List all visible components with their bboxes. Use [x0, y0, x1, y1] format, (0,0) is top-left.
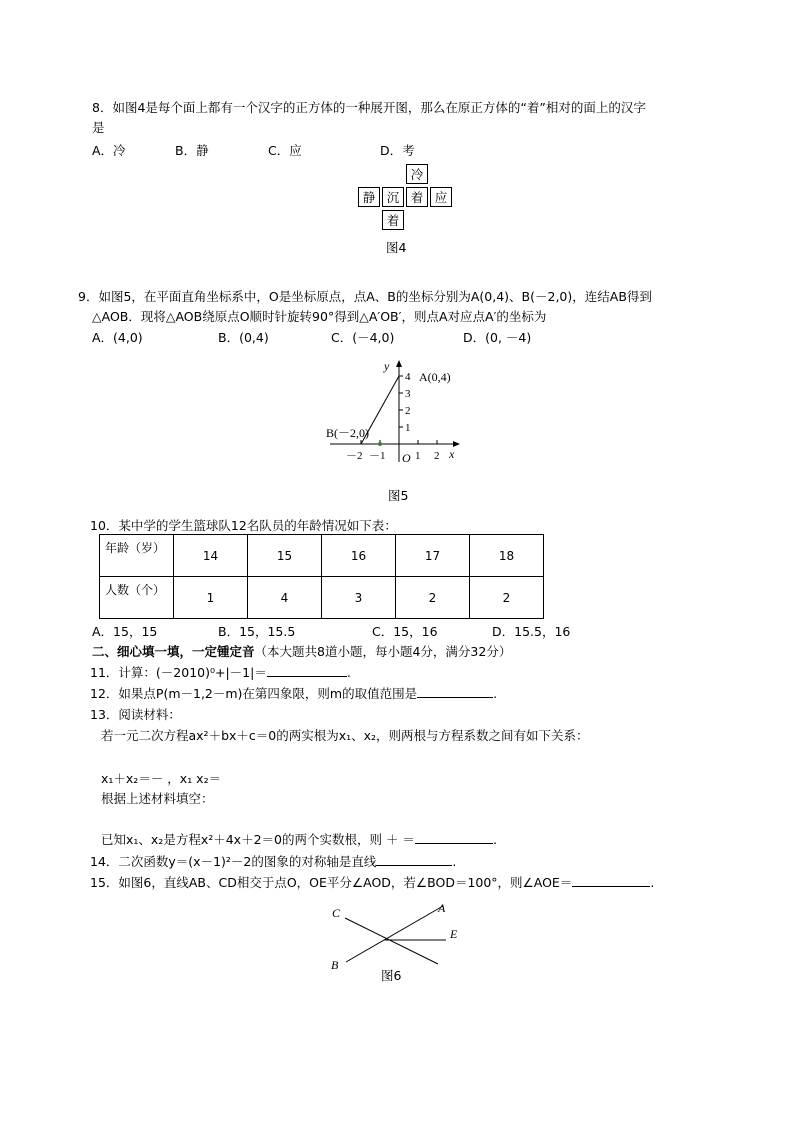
y-tick-label: 2	[405, 405, 411, 417]
q9-option-b: B．(0,4)	[218, 330, 269, 345]
q14-answer-blank[interactable]	[376, 853, 452, 866]
q8-stem-line1: 8．如图4是每个面上都有一个汉字的正方体的一种展开图，那么在原正方体的“着”相对的面上的汉字	[92, 100, 646, 115]
q13-end: .	[492, 832, 497, 847]
net-cell: 着	[406, 187, 428, 207]
table-row	[100, 577, 544, 619]
table-cell: 18	[470, 535, 544, 577]
q14-end: .	[452, 854, 457, 869]
label-c: C	[332, 906, 341, 920]
x-tick-label: －1	[369, 450, 386, 462]
q12-answer-blank[interactable]	[417, 685, 493, 698]
section2-title: 二、细心填一填，一定锺定音	[92, 644, 255, 659]
table-cell: 15	[248, 535, 322, 577]
q9-stem-line2: △AOB．现将△AOB绕原点O顺时针旋转90°得到△A′OB′，则点A对应点A′的坐标为	[92, 309, 547, 324]
table-cell: 2	[396, 577, 470, 619]
q10-option-b: B．15，15.5	[218, 624, 296, 639]
table-row	[100, 535, 544, 577]
x-axis-label: x	[449, 447, 455, 461]
q8-option-c: C．应	[268, 143, 302, 158]
q11-end: .	[346, 665, 351, 680]
q12-text: 12．如果点P(m－1,2－m)在第四象限，则m的取值范围是	[90, 686, 418, 701]
q13-material-line3: 根据上述材料填空：	[101, 791, 214, 806]
figure4-caption: 图4	[386, 240, 407, 255]
q14-text: 14．二次函数y＝(x－1)²－2的图象的对称轴是直线	[90, 854, 377, 869]
label-b: B	[331, 958, 339, 972]
q10-option-c: C．15，16	[372, 624, 438, 639]
x-tick-label: 2	[434, 450, 440, 462]
table-cell: 17	[396, 535, 470, 577]
q13-question-text: 已知x₁、x₂是方程x²＋4x＋2＝0的两个实数根，则 ＋ ＝	[101, 832, 415, 847]
origin-label: O	[402, 451, 411, 465]
table-cell: 2	[470, 577, 544, 619]
x-tick-label: 1	[415, 450, 421, 462]
figure6-caption: 图6	[381, 968, 402, 983]
table-cell: 1	[174, 577, 248, 619]
table-cell: 16	[322, 535, 396, 577]
table-row-header: 人数（个）	[100, 577, 174, 619]
q8-option-a: A．冷	[92, 143, 126, 158]
label-a: A	[438, 901, 446, 915]
point-marker	[378, 442, 382, 446]
line-cd	[345, 918, 438, 964]
section2-note: （本大题共8道小题，每小题4分，满分32分）	[254, 644, 512, 659]
net-cell-bottom: 着	[382, 210, 404, 230]
y-tick-label: 1	[405, 422, 411, 434]
section2-heading	[92, 642, 511, 660]
table-cell: 3	[322, 577, 396, 619]
label-e: E	[450, 927, 458, 941]
q13-material-line2: x₁＋x₂＝－ ，x₁ x₂＝	[101, 771, 222, 786]
q10-option-a: A．15，15	[92, 624, 158, 639]
net-cell: 沉	[382, 187, 404, 207]
q13-material-line1: 若一元二次方程ax²＋bx＋c＝0的两实根为x₁、x₂，则两根与方程系数之间有如下关系：	[101, 728, 589, 743]
q15	[90, 873, 654, 891]
net-cell-top: 冷	[406, 164, 428, 184]
age-table	[99, 534, 544, 619]
q8-option-b: B．静	[175, 143, 209, 158]
q8-stem-line2: 是	[92, 120, 105, 135]
figure5-caption: 图5	[388, 488, 409, 503]
q12	[90, 684, 497, 702]
y-tick-label: 4	[405, 371, 411, 383]
table-cell: 14	[174, 535, 248, 577]
x-tick-label: －2	[346, 450, 363, 462]
q10-option-d: D．15.5，16	[492, 624, 571, 639]
q11	[90, 663, 351, 681]
table-cell: 4	[248, 577, 322, 619]
q13-title: 13．阅读材料：	[90, 707, 181, 722]
q13-question	[101, 830, 497, 848]
net-cell: 应	[430, 187, 452, 207]
q10-stem: 10．某中学的学生篮球队12名队员的年龄情况如下表：	[90, 518, 397, 533]
y-axis-arrow	[396, 360, 402, 367]
y-axis-label: y	[384, 359, 390, 373]
y-tick-label: 3	[405, 388, 411, 400]
q9-stem-line1: 9．如图5，在平面直角坐标系中，O是坐标原点，点A、B的坐标分别为A(0,4)、B(－2,0)，连结AB得到	[78, 289, 652, 304]
q8-option-d: D．考	[380, 143, 415, 158]
line-ab	[346, 906, 443, 962]
q9-option-d: D．(0, －4)	[463, 330, 532, 345]
q11-text: 11．计算：(－2010)⁰+|－1|＝	[90, 665, 267, 680]
q14	[90, 852, 456, 870]
q15-text: 15．如图6，直线AB、CD相交于点O，OE平分∠AOD，若∠BOD＝100°，则∠AOE＝	[90, 875, 573, 890]
q13-answer-blank[interactable]	[415, 831, 493, 844]
q9-option-a: A．(4,0)	[92, 330, 143, 345]
table-row-header: 年龄（岁）	[100, 535, 174, 577]
figure5-coordinate-graph	[310, 350, 480, 470]
q15-end: .	[650, 875, 655, 890]
q12-end: .	[493, 686, 498, 701]
q15-answer-blank[interactable]	[572, 874, 650, 887]
q11-answer-blank[interactable]	[267, 664, 347, 677]
point-a-label: A(0,4)	[419, 370, 451, 384]
figure6-intersecting-lines	[318, 895, 468, 975]
q9-option-c: C．(－4,0)	[331, 330, 395, 345]
point-b-label: B(－2,0)	[326, 426, 369, 440]
net-cell: 静	[358, 187, 380, 207]
